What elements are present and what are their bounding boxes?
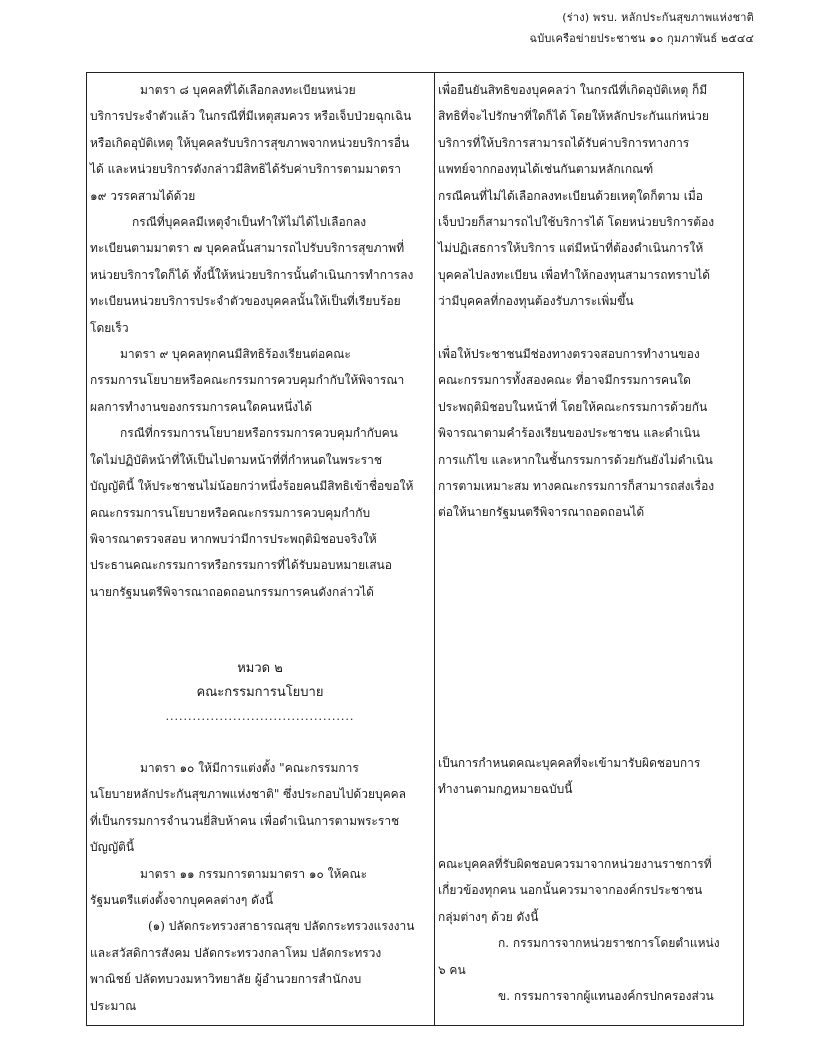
left-line: ทะเบียนหน่วยบริการประจำตัวของบุคคลนั้นให้เป็นที่เรียบร้อย	[90, 294, 401, 309]
chapter-dots-divider: ..........................................	[165, 710, 355, 723]
left-line: มาตรา ๘ บุคคลที่ได้เลือกลงทะเบียนหน่วย	[140, 83, 356, 97]
document-header-line-1: (ร่าง) พรบ. หลักประกันสุขภาพแห่งชาติ	[562, 11, 754, 24]
left-line: พิจารณาตรวจสอบ หากพบว่ามีการประพฤติมิชอบจริงให้	[90, 531, 377, 546]
left-line: หน่วยบริการใดก็ได้ ทั้งนี้ให้หน่วยบริการนั้นดำเนินการทำการลง	[90, 267, 414, 282]
left-line: คณะกรรมการนโยบายหรือคณะกรรมการควบคุมกำกับ	[90, 505, 371, 520]
right-line: เกี่ยวข้องทุกคน นอกนั้นควรมาจากองค์กรประชาชน	[438, 883, 703, 898]
right-line: ก. กรรมการจากหน่วยราชการโดยตำแหน่ง	[498, 936, 720, 951]
left-line: มาตรา ๑๐ ให้มีการแต่งตั้ง "คณะกรรมการ	[140, 761, 359, 775]
left-line: ทะเบียนตามมาตรา ๗ บุคคลนั้นสามารถไปรับบริการสุขภาพที่	[90, 241, 405, 256]
left-line: หรือเกิดอุบัติเหตุ ให้บุคคลรับบริการสุขภาพจากหน่วยบริการอื่น	[90, 135, 410, 150]
left-line: กรรมการนโยบายหรือคณะกรรมการควบคุมกำกับให้พิจารณา	[90, 373, 405, 388]
chapter-subtitle: คณะกรรมการนโยบาย	[196, 685, 324, 700]
right-line: คณะบุคคลที่รับผิดชอบควรมาจากหน่วยงานราชการที่	[438, 857, 712, 871]
right-line: เจ็บป่วยก็สามารถไปใช้บริการได้ โดยหน่วยบริการต้อง	[438, 215, 715, 230]
left-line: กรณีที่บุคคลมีเหตุจำเป็นทำให้ไม่ได้ไปเลือกลง	[132, 215, 367, 230]
left-line: ที่เป็นกรรมการจำนวนยี่สิบห้าคน เพื่อดำเนินการตามพระราช	[90, 813, 400, 828]
right-line: การแก้ไข และหากในชั้นกรรมการด้วยกันยังไม่ดำเนิน	[438, 452, 713, 467]
left-line: ใดไม่ปฏิบัติหน้าที่ให้เป็นไปตามหน้าที่ที่กำหนดในพระราช	[90, 452, 383, 467]
left-line: ประธานคณะกรรมการหรือกรรมการที่ได้รับมอบหมายเสนอ	[90, 558, 392, 573]
document-header-line-2: ฉบับเครือข่ายประชาชน ๑๐ กุมภาพันธ์ ๒๕๔๔	[529, 32, 754, 45]
left-line: ประมาณ	[90, 998, 137, 1013]
right-line: สิทธิที่จะไปรักษาที่ใดก็ได้ โดยให้หลักประกันแก่หน่วย	[438, 109, 709, 124]
left-line: บัญญัตินี้ ให้ประชาชนไม่น้อยกว่าหนึ่งร้อยคนมีสิทธิเข้าชื่อขอให้	[90, 479, 414, 494]
column-divider	[434, 72, 435, 1025]
chapter-title: หมวด ๒	[237, 661, 283, 676]
right-line: เพื่อยืนยันสิทธิของบุคคลว่า ในกรณีที่เกิดอุบัติเหตุ ก็มี	[438, 83, 708, 97]
left-line: โดยเร็ว	[90, 320, 129, 335]
right-line: ข. กรรมการจากผู้แทนองค์กรปกครองส่วน	[498, 989, 714, 1004]
left-column-block-2	[90, 755, 430, 1019]
left-line: นโยบายหลักประกันสุขภาพแห่งชาติ" ซึ่งประกอบไปด้วยบุคคล	[90, 787, 407, 802]
right-line: กรณีคนที่ไม่ได้เลือกลงทะเบียนด้วยเหตุใดก็ตาม เมื่อ	[438, 188, 703, 203]
left-line: (๑) ปลัดกระทรวงสาธารณสุข ปลัดกระทรวงแรงงาน	[148, 919, 415, 934]
left-line: และสวัสดิการสังคม ปลัดกระทรวงกลาโหม ปลัดกระทรวง	[90, 945, 382, 960]
right-line: ต่อให้นายกรัฐมนตรีพิจารณาถอดถอนได้	[438, 505, 645, 520]
right-column-block-4	[438, 851, 738, 1009]
right-column-block-2	[438, 341, 738, 526]
right-line: บริการที่ให้บริการสามารถได้รับค่าบริการทางการ	[438, 135, 690, 150]
right-line: ไม่ปฏิเสธการให้บริการ แต่มีหน้าที่ต้องดำเนินการให้	[438, 241, 704, 256]
right-line: คณะกรรมการทั้งสองคณะ ที่อาจมีกรรมการคนใด	[438, 373, 691, 388]
right-line: พิจารณาตามคำร้องเรียนของประชาชน และดำเนิน	[438, 426, 700, 441]
left-line: บริการประจำตัวแล้ว ในกรณีที่มีเหตุสมควร หรือเจ็บป่วยฉุกเฉิน	[90, 109, 412, 124]
right-line: ประพฤติมิชอบในหน้าที่ โดยให้คณะกรรมการด้วยกัน	[438, 399, 708, 414]
right-line: เพื่อให้ประชาชนมีช่องทางตรวจสอบการทำงานของ	[438, 347, 700, 361]
right-line: ว่ามีบุคคลที่กองทุนต้องรับภาระเพิ่มขึ้น	[438, 294, 634, 309]
right-column-block-3	[438, 750, 738, 803]
right-line: กลุ่มต่างๆ ด้วย ดังนี้	[438, 909, 539, 924]
chapter-heading	[90, 657, 430, 729]
left-column-block-1	[90, 77, 430, 605]
left-line: นายกรัฐมนตรีพิจารณาถอดถอนกรรมการคนดังกล่าวได้	[90, 584, 374, 599]
right-column-block-1	[438, 77, 738, 315]
left-line: มาตรา ๙ บุคคลทุกคนมีสิทธิร้องเรียนต่อคณะ	[120, 347, 351, 362]
left-line: มาตรา ๑๑ กรรมการตามมาตรา ๑๐ ให้คณะ	[140, 866, 368, 881]
left-line: ๑๙ วรรคสามได้ด้วย	[90, 188, 196, 203]
right-line: ทำงานตามกฎหมายฉบับนี้	[438, 782, 573, 797]
right-line: เป็นการกำหนดคณะบุคคลที่จะเข้ามารับผิดชอบการ	[438, 756, 701, 770]
left-line: ผลการทำงานของกรรมการคนใดคนหนึ่งได้	[90, 399, 312, 414]
right-line: แพทย์จากกองทุนได้เช่นกันตามหลักเกณฑ์	[438, 162, 654, 177]
left-line: ได้ และหน่วยบริการดังกล่าวมีสิทธิได้รับค่าบริการตามมาตรา	[90, 162, 402, 177]
left-line: กรณีที่กรรมการนโยบายหรือกรรมการควบคุมกำกับคน	[120, 426, 398, 441]
left-line: พาณิชย์ ปลัดทบวงมหาวิทยาลัย ผู้อำนวยการสำนักงบ	[90, 972, 362, 987]
right-line: ๖ คน	[438, 962, 466, 977]
left-line: รัฐมนตรีแต่งตั้งจากบุคคลต่างๆ ดังนี้	[90, 893, 274, 908]
right-line: การตามเหมาะสม ทางคณะกรรมการก็สามารถส่งเรื่อง	[438, 479, 715, 494]
left-line: บัญญัตินี้	[90, 840, 135, 855]
right-line: บุคคลไปลงทะเบียน เพื่อทำให้กองทุนสามารถทราบได้	[438, 267, 711, 282]
